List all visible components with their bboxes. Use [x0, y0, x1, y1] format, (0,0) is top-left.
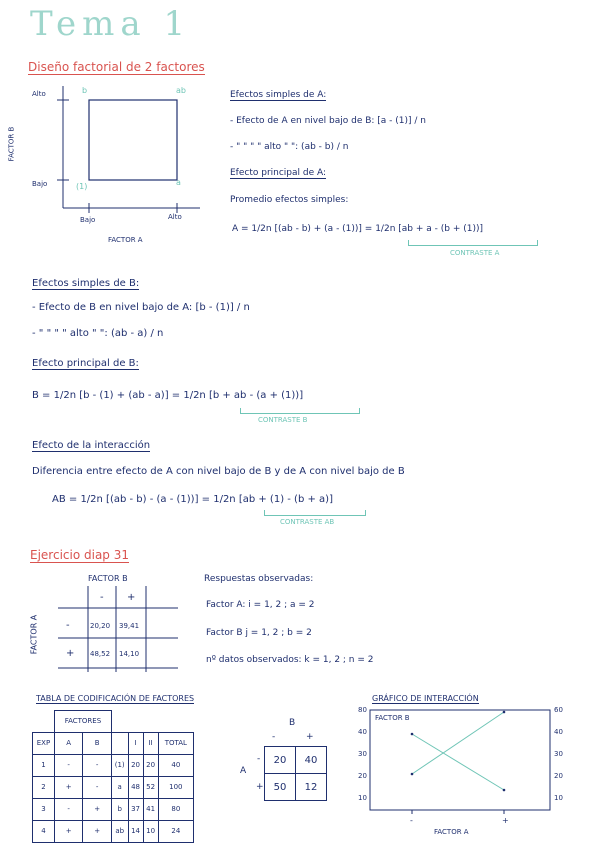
table-cell: a — [111, 776, 128, 798]
table-cell: 1 — [33, 754, 55, 776]
table-header-row — [33, 732, 194, 754]
simple-effect-a-line2: - " " " " alto " ": (ab - b) / n — [230, 142, 349, 152]
section-heading-factorial: Diseño factorial de 2 factores — [28, 60, 205, 74]
simple-effect-a-line1: - Efecto de A en nivel bajo de B: [a - (1)] / n — [230, 116, 426, 126]
formula-ab: AB = 1/2n [(ab - b) - (a - (1))] = 1/2n [ab + (1) - (b + a)] — [52, 494, 333, 505]
interaction-description: Diferencia entre efecto de A con nivel bajo de B y de A con nivel bajo de B — [32, 466, 405, 477]
graph-xtick-plus: + — [502, 816, 509, 825]
table-cell: + — [54, 776, 82, 798]
axis-label-alto: Alto — [32, 90, 46, 98]
mini-col-plus: + — [306, 732, 314, 742]
graph-legend: FACTOR B — [375, 714, 410, 722]
axis-label-bajo: Bajo — [32, 180, 48, 188]
axis-label-xlow: Bajo — [80, 216, 96, 224]
graph-rtick: 20 — [554, 772, 563, 780]
table-row — [33, 820, 194, 842]
x-axis-title: FACTOR A — [108, 236, 143, 244]
table-cell: - — [54, 754, 82, 776]
table-header: II — [143, 732, 158, 754]
interaction-graph — [350, 704, 580, 834]
grid-col-plus: + — [127, 592, 136, 603]
contrast-ab-brace — [264, 510, 366, 516]
factor-a-label: FACTOR A — [29, 614, 39, 655]
mini-cell-11: 20 — [265, 747, 296, 774]
contrast-a-brace — [408, 240, 538, 246]
observations-count: nº datos observados: k = 1, 2 ; n = 2 — [206, 655, 374, 665]
mini-row-plus: + — [256, 782, 264, 792]
table-cell: 20 — [128, 754, 143, 776]
mini-col-minus: - — [272, 732, 276, 742]
factor-b-levels: Factor B j = 1, 2 ; b = 2 — [206, 628, 312, 638]
table-cell: 20 — [143, 754, 158, 776]
contrast-ab-label: CONTRASTE AB — [280, 518, 335, 526]
table-header: I — [128, 732, 143, 754]
table-cell: 14 — [128, 820, 143, 842]
coding-table-title: TABLA DE CODIFICACIÓN DE FACTORES — [36, 694, 195, 703]
table-cell: + — [54, 820, 82, 842]
graph-x-label: FACTOR A — [434, 828, 469, 836]
mini-cell-21: 50 — [265, 774, 296, 801]
simple-effects-b-heading: Efectos simples de B: — [32, 278, 140, 289]
table-cell: b — [111, 798, 128, 820]
table-row — [33, 754, 194, 776]
graph-rtick: 30 — [554, 750, 563, 758]
table-cell: 4 — [33, 820, 55, 842]
contrast-a-label: CONTRASTE A — [450, 249, 500, 257]
page-title: Tema 1 — [30, 4, 192, 44]
main-effect-b-heading: Efecto principal de B: — [32, 358, 139, 369]
grid-row-plus: + — [66, 648, 75, 659]
table-header: A — [54, 732, 82, 754]
coding-table — [32, 710, 194, 843]
mini-cell-22: 12 — [296, 774, 327, 801]
table-cell: 100 — [158, 776, 193, 798]
main-effect-a-heading: Efecto principal de A: — [230, 168, 327, 178]
corner-b: b — [82, 86, 88, 95]
table-row — [33, 798, 194, 820]
graph-rtick: 10 — [554, 794, 563, 802]
table-row — [33, 776, 194, 798]
interaction-heading: Efecto de la interacción — [32, 440, 151, 451]
table-cell: 48 — [128, 776, 143, 798]
graph-xtick-minus: - — [410, 816, 413, 825]
table-cell: 3 — [33, 798, 55, 820]
graph-ytick: 30 — [358, 750, 367, 758]
table-cell: 52 — [143, 776, 158, 798]
grid-col-minus: - — [100, 592, 104, 603]
mini-b-label: B — [289, 718, 296, 728]
table-cell: 37 — [128, 798, 143, 820]
table-cell: 10 — [143, 820, 158, 842]
table-cell: ab — [111, 820, 128, 842]
average-simple-effects: Promedio efectos simples: — [230, 195, 349, 205]
factor-b-label: FACTOR B — [88, 574, 128, 583]
table-header — [111, 732, 128, 754]
graph-rtick: 60 — [554, 706, 563, 714]
table-cell: 40 — [158, 754, 193, 776]
mini-a-label: A — [240, 766, 247, 776]
table-cell: 80 — [158, 798, 193, 820]
table-cell: - — [83, 776, 111, 798]
graph-ytick: 80 — [358, 706, 367, 714]
table-cell: 2 — [33, 776, 55, 798]
observed-responses: Respuestas observadas: — [204, 574, 314, 584]
factorial-square-diagram — [15, 78, 225, 248]
formula-b: B = 1/2n [b - (1) + (ab - a)] = 1/2n [b + ab - (a + (1))] — [32, 390, 304, 401]
grid-cell-22: 14,10 — [119, 650, 140, 658]
table-cell: + — [83, 820, 111, 842]
exercise-heading: Ejercicio diap 31 — [30, 548, 129, 562]
table-cell: (1) — [111, 754, 128, 776]
corner-a: a — [176, 178, 181, 187]
simple-effect-b-line2: - " " " " alto " ": (ab - a) / n — [32, 328, 164, 339]
graph-ytick: 10 — [358, 794, 367, 802]
contrast-b-label: CONTRASTE B — [258, 416, 308, 424]
formula-a: A = 1/2n [(ab - b) + (a - (1))] = 1/2n [ab + a - (b + (1))] — [232, 224, 483, 234]
table-header: TOTAL — [158, 732, 193, 754]
axis-label-xhigh: Alto — [168, 213, 182, 221]
factor-a-levels: Factor A: i = 1, 2 ; a = 2 — [206, 600, 315, 610]
graph-ytick: 40 — [358, 728, 367, 736]
table-factores-header: FACTORES — [54, 711, 111, 733]
corner-1: (1) — [76, 182, 88, 191]
contrast-b-brace — [240, 408, 360, 414]
table-cell: - — [54, 798, 82, 820]
table-header: B — [83, 732, 111, 754]
graph-rtick: 40 — [554, 728, 563, 736]
grid-row-minus: - — [66, 620, 70, 631]
table-cell: 41 — [143, 798, 158, 820]
table-cell: - — [83, 754, 111, 776]
mini-row-minus: - — [257, 754, 261, 764]
corner-ab: ab — [176, 86, 186, 95]
table-cell: 24 — [158, 820, 193, 842]
grid-cell-12: 39,41 — [119, 622, 140, 630]
graph-ytick: 20 — [358, 772, 367, 780]
simple-effects-a-heading: Efectos simples de A: — [230, 90, 327, 100]
mini-cell-12: 40 — [296, 747, 327, 774]
simple-effect-b-line1: - Efecto de B en nivel bajo de A: [b - (1)] / n — [32, 302, 250, 313]
interaction-graph-title: GRÁFICO DE INTERACCIÓN — [372, 694, 479, 703]
grid-cell-21: 48,52 — [90, 650, 111, 658]
mini-grid — [264, 746, 327, 801]
exercise-grid — [58, 586, 188, 676]
table-header: EXP — [33, 732, 55, 754]
table-cell: + — [83, 798, 111, 820]
grid-cell-11: 20,20 — [90, 622, 111, 630]
y-axis-title: FACTOR B — [7, 126, 16, 162]
